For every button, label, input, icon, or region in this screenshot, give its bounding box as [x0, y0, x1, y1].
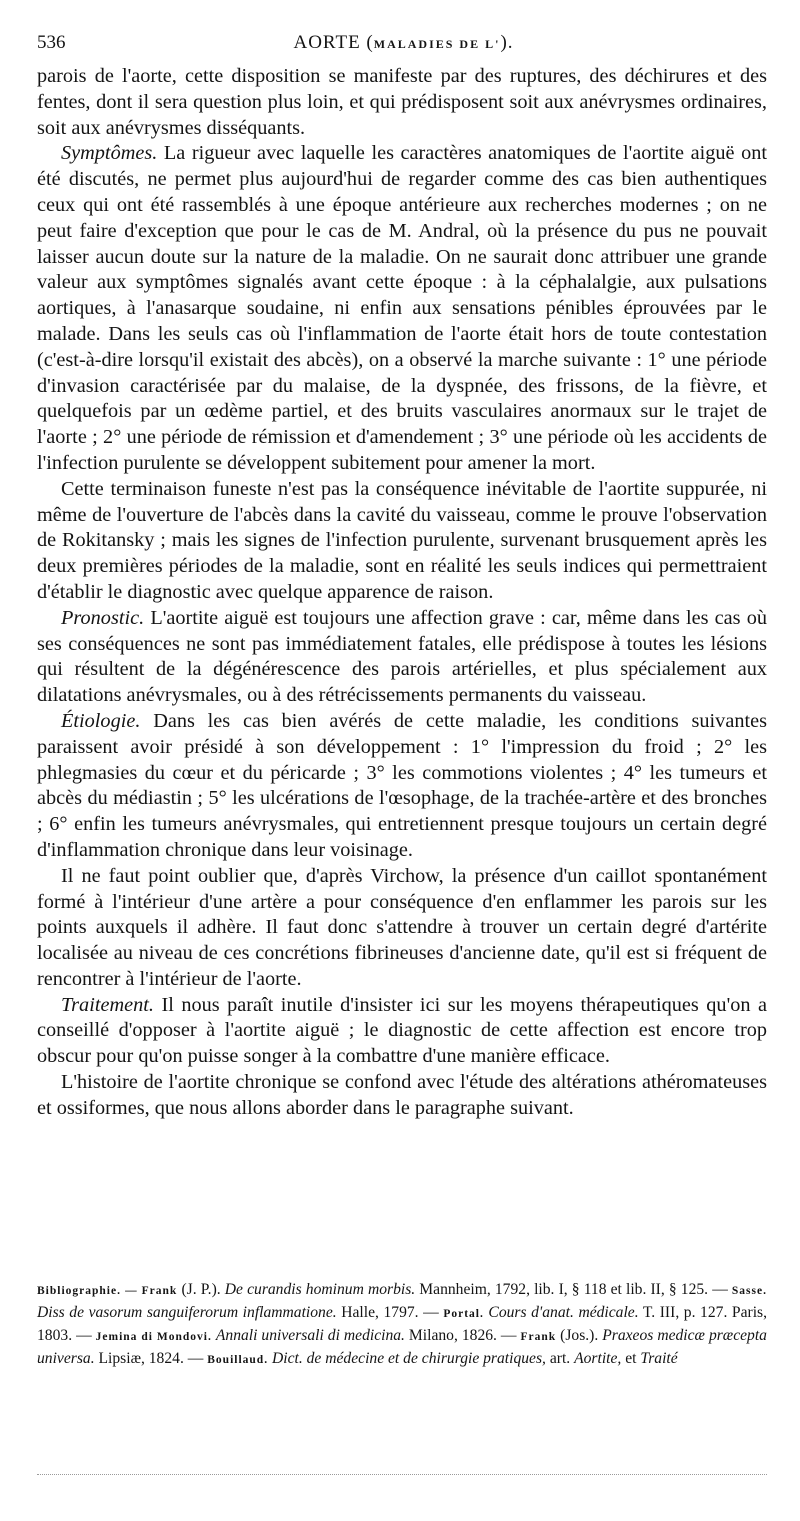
bib-segment: Annali universali di medicina. [215, 1327, 405, 1344]
bib-segment: Cours d'anat. médicale. [488, 1304, 639, 1321]
bib-segment: Halle, 1797. — [336, 1304, 444, 1321]
bib-segment: Praxeos medicæ præcepta universa. [37, 1327, 767, 1367]
bib-segment: art. [545, 1350, 575, 1367]
paragraph-text: L'aortite aiguë est toujours une affection grave : car, même dans les cas où ses conséquences ne sont pas immédiatement fatales, elle prédispose à toutes les lésions qui résultent de la dégénérescence des parois artérielles, et plus spécialement aux dilatations anévrysmales, ou à des rétrécissements permanents du vaisseau. [37, 606, 767, 707]
paragraph-continuation [37, 64, 767, 141]
bib-segment: T. III, p. 127. Paris, 1803. — [37, 1304, 767, 1344]
bib-segment: De curandis hominum morbis. [224, 1281, 416, 1298]
section-heading-traitement: Traitement. [61, 993, 154, 1016]
paragraph-text: Cette terminaison funeste n'est pas la conséquence inévitable de l'aortite suppurée, ni même de l'ouverture de l'abcès dans la cavité du vaisseau, comme le prouve l'observation de Rokitansky ; mais les signes de l'infection purulente, survenant brusquement après les deux premières périodes de la maladie, sont en réalité les seuls indices qui permettraient d'établir le diagnostic avec quelque apparence de raison. [37, 477, 767, 603]
paragraph-pronostic [37, 606, 767, 709]
paragraph-terminaison [37, 477, 767, 606]
bib-segment: Bouillaud. [207, 1354, 269, 1366]
body-text [37, 64, 767, 1122]
section-heading-etiologie: Étiologie. [61, 709, 141, 732]
bib-segment: Diss de vasorum sanguiferorum inflammatione. [37, 1304, 337, 1321]
bib-segment: Dict. de médecine et de chirurgie pratiques, [271, 1350, 546, 1367]
bib-segment: (J. P.). [177, 1281, 225, 1298]
bib-segment: Sasse. [731, 1285, 767, 1297]
section-heading-symptomes: Symptômes. [61, 142, 158, 165]
page-number: 536 [37, 32, 66, 53]
paragraph-traitement [37, 993, 767, 1070]
bib-segment: (Jos.). [556, 1327, 603, 1344]
running-title-smallcaps: MALADIES DE L' [373, 37, 501, 51]
paragraph-etiologie [37, 709, 767, 864]
bib-segment: Milano, 1826. — [404, 1327, 521, 1344]
running-header [37, 28, 770, 58]
bib-segment: Frank [520, 1331, 557, 1343]
running-title [37, 32, 770, 54]
bib-segment: Portal. [443, 1308, 484, 1320]
running-title-end: ). [500, 32, 514, 53]
paragraph-text: Il ne faut point oublier que, d'après Virchow, la présence d'un caillot spontanément formé à l'intérieur d'une artère a pour conséquence d'en enflammer les parois sur les points auxquels il adhère. Il faut donc s'attendre à trouver un certain degré d'artérite localisée au niveau de ces concrétions fibrineuses d'ancienne date, qu'il est si fréquent de rencontrer à l'intérieur de l'aorte. [37, 864, 767, 990]
paragraph-text: Il nous paraît inutile d'insister ici sur les moyens thérapeutiques qu'on a conseillé d'opposer à l'aortite aiguë ; le diagnostic de cette affection est encore trop obscur pour qu'on puisse songer à la combattre d'une manière efficace. [37, 993, 767, 1068]
bib-segment: Mannheim, 1792, lib. I, § 118 et lib. II, § 125. — [415, 1281, 732, 1298]
bib-segment: Aortite, [574, 1350, 622, 1367]
paragraph-text: L'histoire de l'aortite chronique se confond avec l'étude des altérations athéromateuses et ossiformes, que nous allons aborder dans le paragraphe suivant. [37, 1071, 767, 1119]
bib-segment: Jemina di Mondovi. [95, 1331, 212, 1343]
paragraph-text: Dans les cas bien avérés de cette maladie, les conditions suivantes paraissent avoir présidé à son développement : 1° l'impression du froid ; 2° les phlegmasies du cœur et du péricarde ; 3° les commotions violentes ; 4° les tumeurs et abcès du médiastin ; 5° les ulcérations de l'œsophage, de la trachée-artère et des bronches ; 6° enfin les tumeurs anévrysmales, qui entretiennent presque toujours un certain degré d'inflammation chronique dans leur voisinage. [37, 709, 767, 861]
bib-segment: et [621, 1350, 641, 1367]
paragraph-virchow [37, 864, 767, 993]
running-title-main: AORTE ( [293, 32, 374, 53]
paragraph-text: parois de l'aorte, cette disposition se manifeste par des ruptures, des déchirures et des fentes, dont il sera question plus loin, et qui prédisposent soit aux anévrysmes ordinaires, soit aux anévrysmes disséquants. [37, 65, 767, 139]
bib-segment: Lipsiæ, 1824. — [94, 1350, 208, 1367]
bibliography-note [37, 1279, 767, 1371]
paragraph-text: La rigueur avec laquelle les caractères anatomiques de l'aortite aiguë ont été discutés, ne permet plus aujourd'hui de regarder comme des cas bien authentiques ceux qui ont été rassemblés à une époque antérieure aux recherches modernes ; on ne peut faire d'exception que pour le cas de M. Andral, où la présence du pus ne pouvait laisser aucun doute sur la nature de la maladie. On ne saurait donc attribuer une grande valeur aux symptômes signalés avant cette époque : à la céphalalgie, aux pulsations aortiques, à l'anasarque soudaine, ni enfin aux sensations pénibles éprouvées par le malade. Dans les seuls cas où l'inflammation de l'aorte était hors de toute contestation (c'est-à-dire lorsqu'il existait des abcès), on a observé la marche suivante : 1° une période d'invasion caractérisée par du malaise, de la dyspnée, des frissons, de la fièvre, et quelquefois par un œdème partiel, et des bruits vasculaires anormaux sur le trajet de l'aorte ; 2° une période de rémission et d'amendement ; 3° une période où les accidents de l'infection purulente se développent subitement pour amener la mort. [37, 142, 767, 474]
paragraph-symptomes [37, 141, 767, 476]
bib-segment: Traité [640, 1350, 678, 1367]
bib-segment: Bibliographie. — Frank [37, 1285, 178, 1297]
section-heading-pronostic: Pronostic. [61, 606, 145, 629]
footer-dotted-rule [37, 1474, 767, 1475]
paragraph-aortite-chronique [37, 1070, 767, 1122]
